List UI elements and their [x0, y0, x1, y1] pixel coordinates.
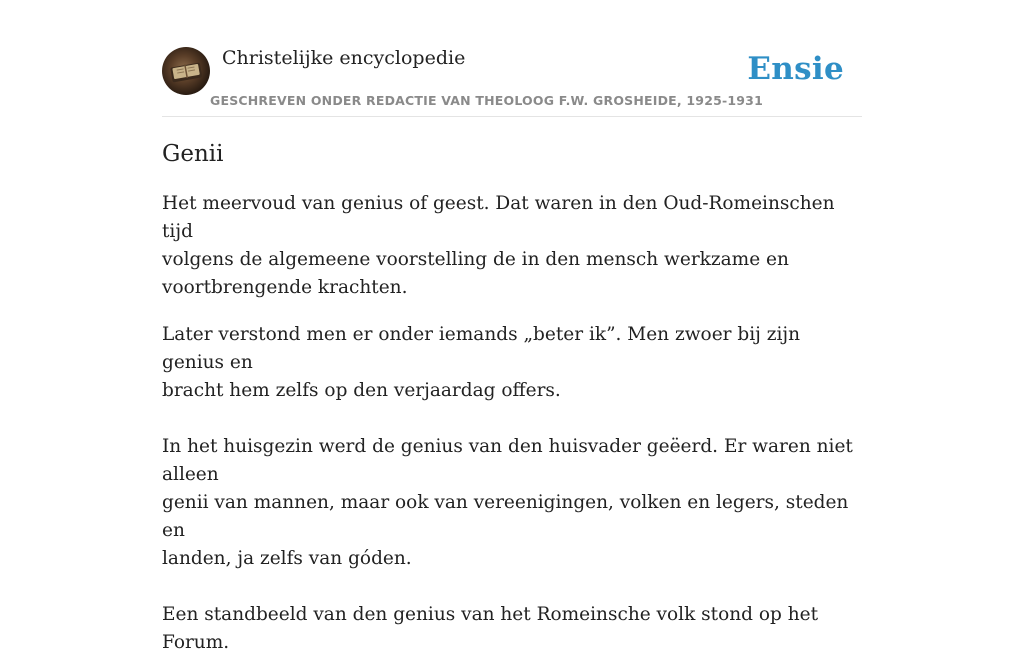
avatar[interactable] [162, 47, 210, 95]
site-title[interactable]: Christelijke encyclopedie [222, 47, 466, 69]
article-title: Genii [162, 141, 224, 167]
site-header [162, 46, 862, 117]
article-paragraph: Later verstond men er onder iemands „beter ik”. Men zwoer bij zijn genius en bracht hem zelfs op den verjaardag offers. In het huisgezin werd de genius van den huisvader geëerd. Er waren niet alleen genii van mannen, maar ook van vereenigingen, volken en legers, steden en landen, ja zelfs van góden. Een standbeeld van den genius van het Romeinsche volk stond op het Forum. [162, 324, 853, 653]
site-subtitle: GESCHREVEN ONDER REDACTIE VAN THEOLOOG F.W. GROSHEIDE, 1925-1931 [210, 93, 763, 108]
book-photo-icon [162, 47, 210, 95]
article-paragraph: Het meervoud van genius of geest. Dat waren in den Oud-Romeinschen tijd volgens de algemeene voorstelling de in den mensch werkzame en voortbrengende krachten. [162, 193, 835, 298]
article [162, 138, 862, 657]
brand-logo[interactable]: Ensie [747, 51, 844, 87]
